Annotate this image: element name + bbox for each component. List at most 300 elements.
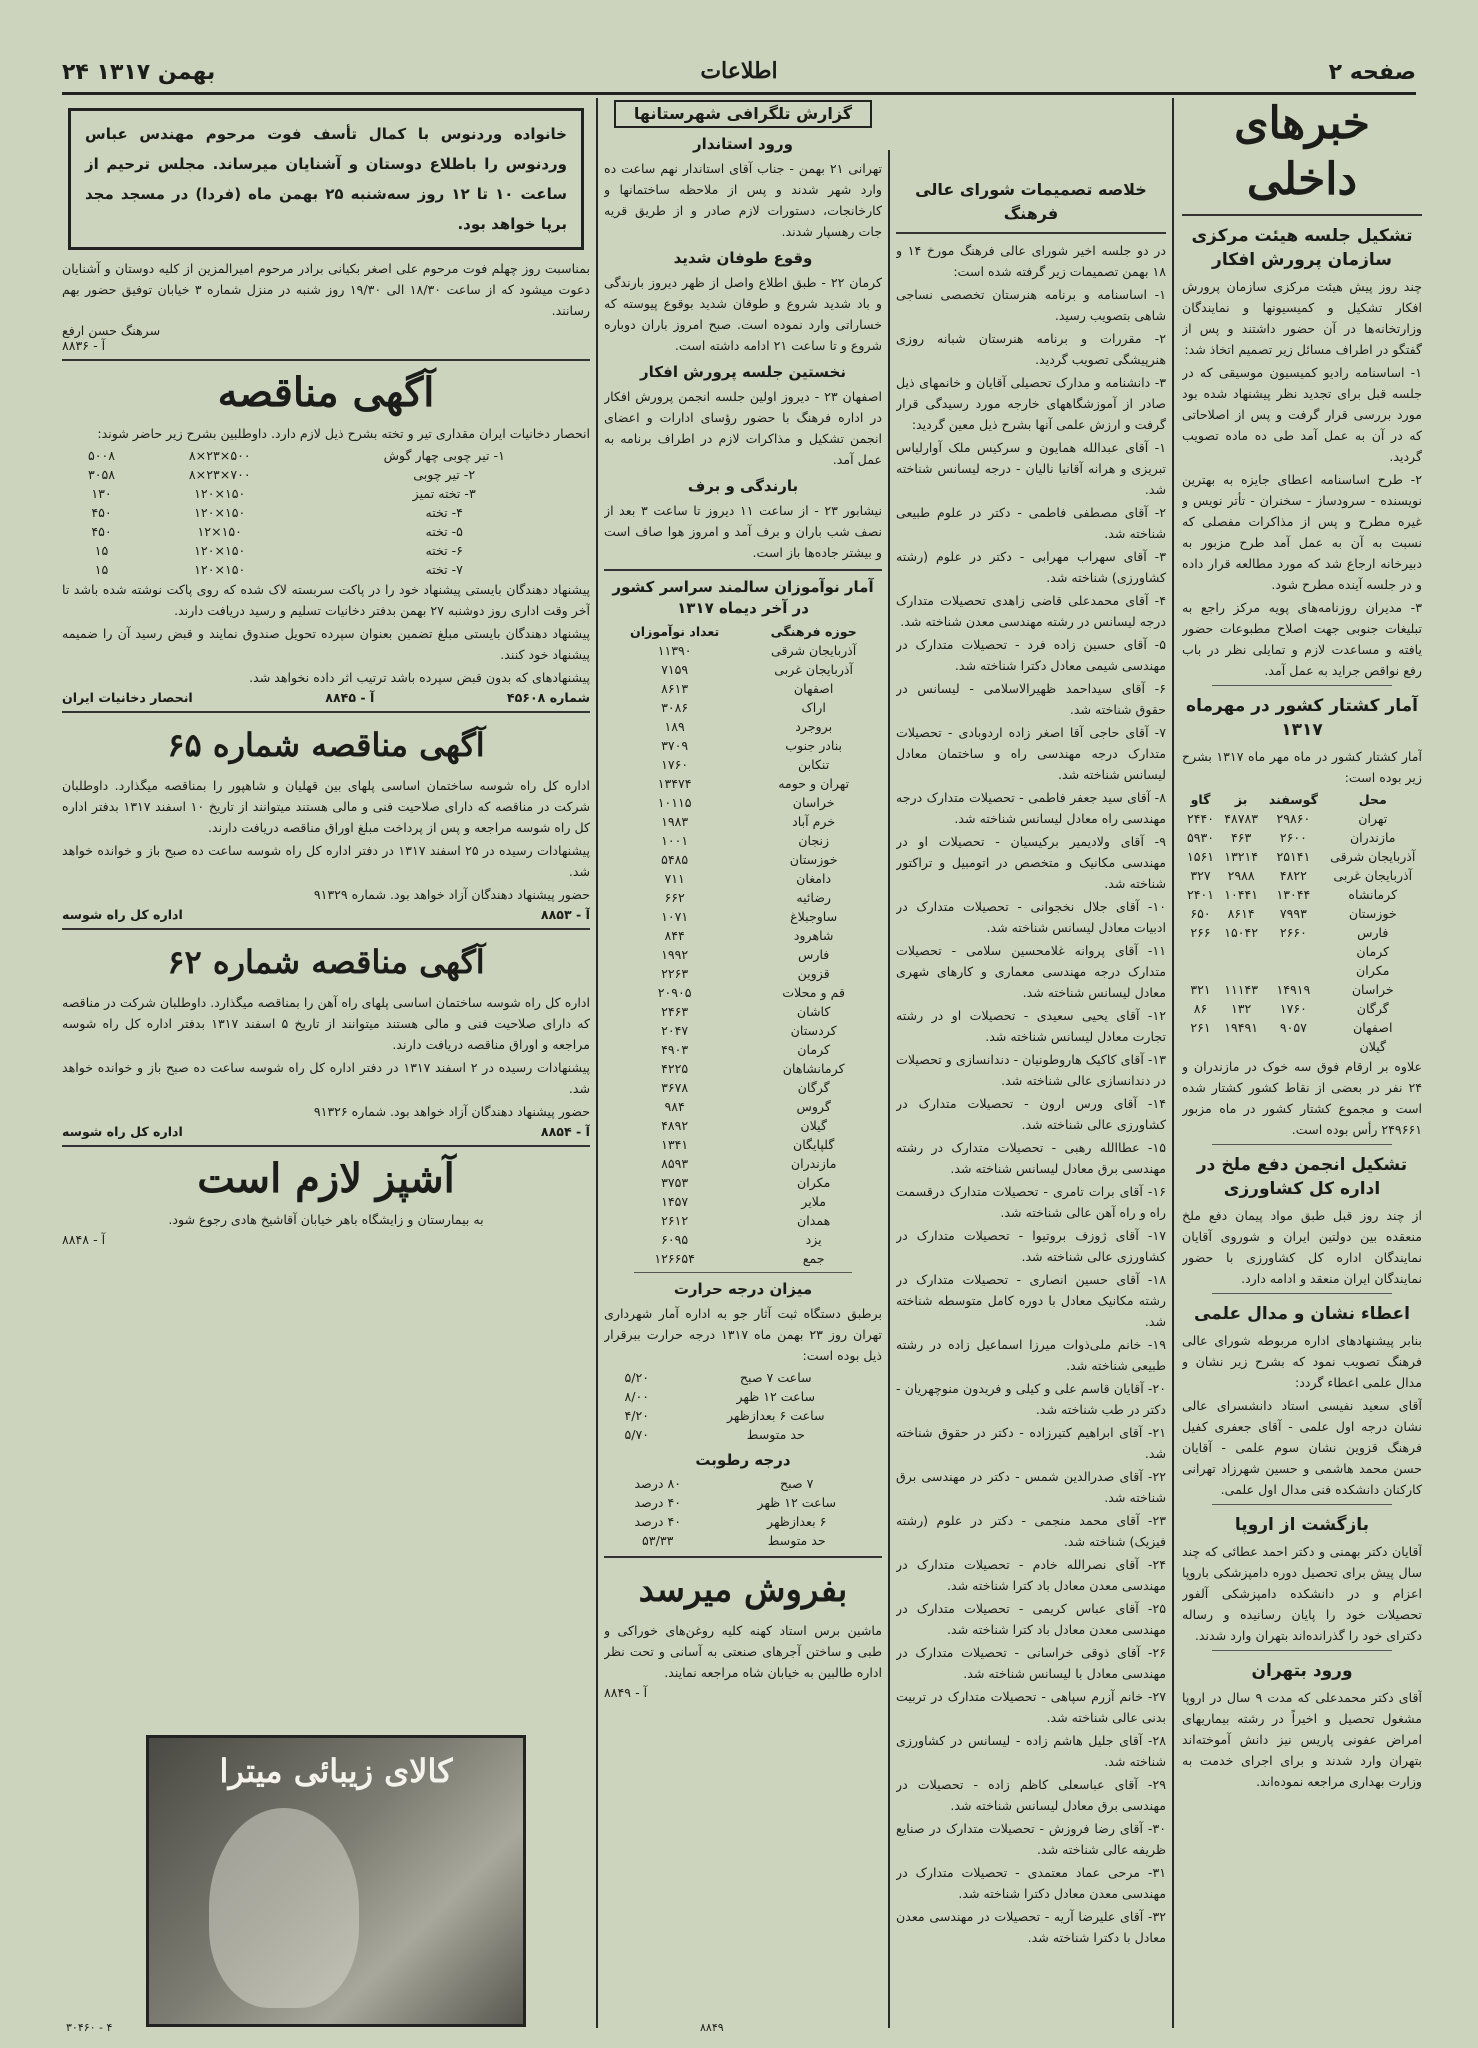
list-item: ۲۰- آقایان قاسم علی و کیلی و فریدون منوچهریان - دکتر در طب شناخته شد. [896,1381,1166,1417]
article-text: آمار کشتار کشور در ماه مهر ماه ۱۳۱۷ بشرح زیر بوده است: [1182,749,1422,785]
table-cell: قزوین [797,966,830,981]
table-cell: ۲۶۱۲ [661,1213,689,1228]
table-row [604,850,882,869]
table-cell: ۳۰۸۶ [661,700,689,715]
table-cell: حد متوسط [767,1533,826,1548]
table-row [604,1154,882,1173]
table-cell: ۵- تخته [425,524,463,539]
ad-headline: آگهی مناقصه [217,369,435,416]
table-row [604,888,882,907]
table-row [62,541,590,560]
article-text: آقای سعید نفیسی استاد دانشسرای عالی نشان درجه اول علمی - آقای جعفری کفیل فرهنگ قزوین نشان سوم علمی - آقایان حسن محمد هاشمی و حسین شهرزاد تهرانی کارکنان دانشکده فنی مدال اول علمی. [1182,1398,1422,1497]
table-cell: رضائیه [796,890,831,905]
table-cell: ۱۳۴۷۴ [657,776,692,791]
section-title: گزارش تلگرافی شهرستانها [614,100,872,128]
list-item: ۲۳- آقای محمد منجمی - دکتر در علوم (رشته فیزیک) شناخته شد. [896,1513,1166,1549]
article-headline: بازگشت از اروپا [1234,1515,1370,1535]
table-cell: ۲۶۶۰ [1279,925,1307,940]
table-cell: گروس [796,1099,831,1114]
table-cell: گرگان [1356,1001,1389,1016]
table-cell: ۲- تیر چوبی [413,467,476,482]
table-cell: ۱۷۶۰ [1279,1001,1307,1016]
table-row [604,907,882,926]
table-row [604,1512,882,1531]
table-cell: ۱۳۲ [1230,1001,1252,1016]
ad-text: پیشنهادهای که بدون قبض سپرده باشد ترتیب اثر داده نخواهد شد. [249,670,590,685]
table-cell: ۱۵۶۱ [1186,849,1215,864]
column-provinces [604,96,882,2026]
table-cell: ۱۰۷۱ [661,909,689,924]
table-cell: ۲۶۰۰ [1279,830,1307,845]
footer-code: ۸۸۴۹ [700,2021,724,2034]
table-cell: ۷۹۹۳ [1279,906,1307,921]
column-divider [1172,98,1174,2028]
table-cell: مازندران [1349,830,1396,845]
ad-text: پیشنهاد دهندگان بایستی مبلغ تضمین بعنوان سپرده تحویل صندوق نمایند و قبض رسید آن را ضمیمه پیشنهاد خود کنند. [62,626,590,662]
table-cell: کرمان [797,1042,831,1057]
ad-text: اداره کل راه شوسه ساختمان اساسی پلهای راه آهن را بمناقصه میگذارد. داوطلبان شرکت در مناقصه که دارای صلاحیت فنی و مالی هستند میتوانند از تاریخ ۵ اسفند ۱۳۱۷ بدفتر اداره کل راه شوسه مراجعه و اوراق مناقصه دریافت دارند. [62,995,590,1052]
table-cell: ۱۵۰×۱۲۰ [194,486,246,501]
header-rule [62,92,1416,95]
article-text: بنابر پیشنهادهای اداره مربوطه شورای عالی فرهنگ تصویب نمود که بشرح زیر نشان و مدال علمی اعطاء گردد: [1182,1333,1422,1390]
table-cell: ۹۰۵۷ [1279,1020,1307,1035]
table-cell: ۴۹۰۳ [661,1042,689,1057]
memorial-notice: بمناسبت روز چهلم فوت مرحوم علی اصغر بکیانی برادر مرحوم امیرالمزین از کلیه دوستان و آشنایان دعوت میشود که از ساعت ۱۸/۳۰ الی ۱۹/۳۰ روز شنبه در منزل شماره ۳ خیابان توفیق حضور بهم رسانند. [62,261,590,318]
table-cell: ۷- تخته [425,562,463,577]
table-cell: کردستان [790,1023,837,1038]
table-row [62,503,590,522]
table-cell: ۲۲۶۳ [661,966,689,981]
table-cell: ۷۰۰×۲۳×۸ [188,467,251,482]
list-item: ۱۷- آقای ژوزف بروتیوا - تحصیلات متدارک در کشاورزی عالی شناخته شد. [896,1228,1166,1264]
table-row [604,1116,882,1135]
table-cell: ساعت ۶ بعدازظهر [726,1408,825,1423]
list-item: ۲- آقای مصطفی فاطمی - دکتر در علوم طبیعی شناخته شد. [896,505,1166,541]
article-text: ۱- اساسنامه رادیو کمیسیون موسیقی که در جلسه قبل برای تجدید نظر پیشنهاد شده بود مورد بررسی قرار گرفت و پس از اصلاحاتی که در آن به عمل آمد طی ده ماده تصویب گردید. [1182,365,1422,464]
list-item: ۸- آقای سید جعفر فاطمی - تحصیلات متدارک درجه مهندسی راه معادل لیسانس شناخته شد. [896,790,1166,826]
table-cell: ۵۴۸۵ [661,852,689,867]
list-item: ۲۸- آقای جلیل هاشم زاده - لیسانس در کشاورزی شناخته شد. [896,1733,1166,1769]
list-item: ۱۵- عطاالله رهبی - تحصیلات متدارک در رشته مهندسی برق معادل لیسانس شناخته شد. [896,1140,1166,1176]
temperature-table [604,1368,882,1444]
table-cell: ۲۰۴۷ [661,1023,689,1038]
table-cell: ۳۲۷ [1190,868,1211,883]
table-cell: ۸۶۱۴ [1227,906,1255,921]
table-cell: ۱۵ [94,562,109,577]
table-cell: خوزستان [789,852,838,867]
table-cell: ۲۶۱ [1190,1020,1211,1035]
list-item: ۲۲- آقای صدرالدین شمس - دکتر در مهندسی برق شناخته شد. [896,1469,1166,1505]
table-cell: ۳۷۵۳ [661,1175,689,1190]
table-cell: اصفهان [793,681,834,696]
table-cell: ساعت ۱۲ ظهر [736,1389,816,1404]
article-headline: میزان درجه حرارت [673,1280,813,1298]
ad-text: انحصار دخانیات ایران مقداری تیر و تخته بشرح ذیل لازم دارد. داوطلبین بشرح زیر حاضر شوند: [97,426,590,441]
article-text: چند روز پیش هیئت مرکزی سازمان پرورش افکار تشکیل و کمیسیونها و نمایندگان وزارتخانه‌ها در آن حضور داشتند و پس از گفتگو در اطراف مسائل زیر تصمیم اتخاذ شد: [1182,279,1422,357]
table-row [604,1059,882,1078]
ad-text: اداره کل راه شوسه ساختمان اساسی پلهای بین قهلیان و شاهپور را بمناقصه میگذارد. داوطلبان شرکت در مناقصه که دارای صلاحیت فنی و مالی هستند میتوانند از تاریخ ۱۰ اسفند ۱۳۱۷ بدفتر اداره کل راه شوسه مراجعه و پس از پرداخت مبلغ اوراق مناقصه دریافت دارند. [62,778,590,835]
table-cell: ۲۴۰۱ [1186,887,1215,902]
table-cell: ۵۰۰×۲۳×۸ [188,448,251,463]
table-row [604,1211,882,1230]
section-title: خبرهای داخلی [1234,98,1370,205]
table-cell: ۴۶۳ [1230,830,1252,845]
table-cell: ۶ بعدازظهر [767,1514,827,1529]
list-item: ۷- آقای حاجی آقا اصغر زاده اردوبادی - تحصیلات متدارک درجه مهندسی راه و ساختمان معادل لیسانس شناخته شد. [896,725,1166,782]
list-item: ۳- دانشنامه و مدارک تحصیلی آقایان و خانمهای ذیل صادر از آموزشگاههای خارجه مورد رسیدگی قرار گرفت و ارزش علمی آنها بشرح ذیل معین گردید: [896,375,1166,432]
table-cell: کاشان [796,1004,831,1019]
table-cell: خوزستان [1348,906,1397,921]
table-cell: ۷۱۱ [664,871,685,886]
table-row [1182,1037,1422,1056]
table-cell: ۲۴۴۰ [1186,811,1215,826]
table-cell: ۱- تیر چوبی چهار گوش [383,448,505,463]
table-cell: ۲۵۱۴۱ [1276,849,1311,864]
table-cell: ۱۰۰۱ [661,833,689,848]
table-cell: آذربایجان غربی [1333,868,1413,883]
table-row [62,522,590,541]
table-cell: ۱۴۵۷ [661,1194,689,1209]
table-row [604,793,882,812]
table-row [604,1097,882,1116]
table-cell [1182,1037,1219,1056]
table-cell: ۵۰۰۸ [88,448,116,463]
table-row [62,560,590,579]
table-cell: ۱۵۰×۱۲ [197,524,242,539]
table-row [604,1192,882,1211]
notice-signature: سرهنگ حسن ارفع [62,323,161,338]
table-cell: ۱۳۰۴۴ [1276,887,1311,902]
table-cell: اصفهان [1353,1020,1393,1035]
list-item: ۹- آقای ولادیمیر برکیسیان - تحصیلات او در مهندسی مکانیک و متخصص در اتومبیل و تراکتور شناخته شد. [896,834,1166,891]
table-cell: ۴۰ درصد [634,1514,681,1529]
table-row [604,812,882,831]
table-row [604,1230,882,1249]
table-row [604,1493,882,1512]
footer-code: ۳۰۴۶۰ - ۴ [66,2021,113,2034]
table-cell [1263,1037,1323,1056]
table-cell: ۱۰۱۱۵ [657,795,692,810]
table-row [1182,847,1422,866]
list-item: ۳۱- مرحی عماد معتمدی - تحصیلات متدارک در مهندسی معدن معادل دکترا شناخته شد. [896,1865,1166,1901]
table-cell: ۶- تخته [425,543,463,558]
table-row [604,774,882,793]
table-cell: ۳۲۱ [1190,982,1211,997]
ad-code: آ - ۸۸۵۴ [540,1124,590,1139]
condolence-notice [68,108,584,250]
table-cell: ۷ صبح [780,1476,814,1491]
table-row [604,1173,882,1192]
table-cell: ۴۵۰ [91,524,112,539]
table-cell: تهران [1358,811,1388,826]
list-item: ۱۸- آقای حسین انصاری - تحصیلات متدارک در رشته مکانیک معادل با دوره کامل متوسطه شناخته شد. [896,1272,1166,1329]
table-row [604,945,882,964]
list-item: ۳۲- آقای علیرضا آریه - تحصیلات در مهندسی معدن معادل با دکترا شناخته شد. [896,1909,1166,1945]
table-row [62,484,590,503]
article-text: ۲- طرح اساسنامه اعطای جایزه به بهترین نویسنده - سرودساز - سخنران - تأتر نویس و غیره مطرح و پس از مذاکرات مفصلی که نسبت به آن به عمل آمد طرح مزبور به دبیرخانه ارجاع شد که مورد مطالعه قرار داده و در جلسه آینده مطرح شود. [1182,472,1422,592]
table-row [604,1021,882,1040]
list-item: ۱۱- آقای پروانه غلامحسین سلامی - تحصیلات متدارک درجه مهندسی معماری و کارهای شهری معادل لیسانس شناخته شد. [896,943,1166,1000]
column-culture-council [896,170,1166,2026]
table-cell: ۲۰۹۰۵ [657,985,692,1000]
table-cell: ۱۹۹۲ [661,947,689,962]
ad-signature: اداره کل راه شوسه [62,907,183,922]
table-cell: ۹۸۴ [664,1099,685,1114]
list-item: ۱۴- آقای ورس ارون - تحصیلات متدارک در کشاورزی عالی شناخته شد. [896,1096,1166,1132]
ad-text: پیشنهاد دهندگان بایستی پیشنهاد خود را در پاکت سربسته لاک شده که روی پاکت نوشته شده باشد تا آخر وقت اداری روز دوشنبه ۲۷ بهمن بدفتر دخانیات تسلیم و رسید دریافت دارند. [62,582,590,618]
table-row [604,869,882,888]
table-cell: یزد [805,1232,822,1247]
ad-text: پیشنهادات رسیده در ۲ اسفند ۱۳۱۷ در دفتر اداره کل راه شوسه ساعت ده صبح باز و خوانده خواهد شد. [62,1060,590,1096]
table-cell: ساعت ۷ صبح [739,1370,812,1385]
table-cell: ۱۷۶۰ [661,757,689,772]
table-row [1182,999,1422,1018]
table-row [1182,885,1422,904]
list-item: ۶- آقای سیداحمد ظهیرالاسلامی - لیسانس در حقوق شناخته شد. [896,681,1166,717]
notice-text: خانواده وردنوس با کمال تأسف فوت مرحوم مهندس عباس وردنوس را باطلاع دوستان و آشنایان میرساند. مجلس ترحیم از ساعت ۱۰ تا ۱۲ روز سه‌شنبه ۲۵ بهمن ماه (فردا) در مسجد مجد برپا خواهد بود. [85,125,568,233]
table-cell [1219,942,1263,961]
table-cell: ۸/۰۰ [624,1389,650,1404]
table-row [1182,961,1422,980]
page-header [62,54,1416,94]
table-cell: مکران [796,1175,831,1190]
adult-learners-table [604,622,882,1268]
table-cell: ۵/۷۰ [624,1427,650,1442]
table-cell: ۱۳۲۱۴ [1224,849,1259,864]
column-divider [596,98,598,2028]
table-cell: تنکابن [798,757,830,772]
table-cell: ساوجبلاغ [790,909,838,924]
table-cell: حد متوسط [746,1427,805,1442]
table-cell: ۴- تخته [425,505,463,520]
table-cell: ۱۳۰ [91,486,112,501]
article-text: تهرانی ۲۱ بهمن - جناب آقای استاندار نهم ساعت ده وارد شهر شدند و پس از ملاحظه ساختمانها و کارخانجات، دستورات لازم صادر و از طریق قریه جات رهسپار شدند. [604,161,882,239]
table-cell: ۳۶۷۸ [661,1080,689,1095]
article-text: در دو جلسه اخیر شورای عالی فرهنگ مورخ ۱۴ و ۱۸ بهمن تصمیمات زیر گرفته شده است: [896,243,1166,279]
table-cell: فارس [798,947,830,962]
table-cell: ۴۸۷۸۳ [1224,811,1259,826]
table-cell: ۱۹۸۳ [661,814,689,829]
slaughter-stats-table [1182,790,1422,1056]
article-headline: ورود استاندار [693,135,793,153]
tender-items-table [62,446,590,579]
table-cell: ۶۶۲ [664,890,685,905]
table-row [1182,904,1422,923]
table-cell: ۱۰۴۴۱ [1224,887,1259,902]
table-cell: ۸۰ درصد [634,1476,681,1491]
table-cell: ۳۷۰۹ [661,738,689,753]
ad-code: آ - ۸۸۵۳ [540,907,590,922]
table-cell: ۲۶۶ [1190,925,1211,940]
article-text: برطبق دستگاه ثبت آثار جو به اداره آمار شهرداری تهران روز ۲۳ بهمن ماه ۱۳۱۷ درجه حرارت ببرقرار ذیل بوده است: [604,1306,882,1363]
ad-headline: آگهی مناقصه شماره ۶۲ [167,943,485,981]
issue-date: ۲۴ بهمن ۱۳۱۷ [62,60,216,85]
article-headline: آمار کشتار کشور در مهرماه ۱۳۱۷ [1186,696,1418,740]
table-cell: ساعت ۱۲ ظهر [757,1495,836,1510]
table-cell: مکران [1356,963,1390,978]
table-row [604,1531,882,1550]
list-item: ۱۶- آقای برات تامری - تحصیلات متدارک درقسمت راه و راه آهن عالی شناخته شد. [896,1184,1166,1220]
table-row [604,679,882,698]
table-cell: کرمان [1356,944,1390,959]
table-cell: ۱۵۰×۱۲۰ [194,543,246,558]
table-cell: ۵۹۳۰ [1186,830,1215,845]
list-item: ۱- آقای عبدالله همایون و سرکیس ملک آوارلیاس تبریزی و هرانه آقانیا نالیان - درجه لیسانس شناخته شد. [896,440,1166,497]
table-cell: ۱۹۴۹۱ [1224,1020,1259,1035]
article-text: آقایان دکتر بهمنی و دکتر احمد عطائی که چند سال پیش برای تحصیل دوره دامپزشکی باروپا اعزام و در دانشکده دامپزشکی آلفور تحصیلات خود را پایان رسانیده و رساله دکترای خود را گذرانده‌اند بتهران وارد شدند. [1182,1544,1422,1643]
table-row [1182,923,1422,942]
table-cell: خراسان [792,795,835,810]
list-item: ۲۷- خانم آزرم سپاهی - تحصیلات متدارک در تربیت بدنی عالی شناخته شد. [896,1689,1166,1725]
table-cell: ۲۹۸۶۰ [1276,811,1311,826]
article-text: از چند روز قبل طبق مواد پیمان دفع ملخ منعقده بین دولتین ایران و شوروی آقایان نمایندگان اداره کل کشاورزی با حضور نمایندگان ایران منعقد و ادامه دارد. [1182,1208,1422,1286]
article-headline: ورود بتهران [1251,1661,1353,1681]
list-item: ۱۲- آقای یحیی سعیدی - تحصیلات او در رشته تجارت معادل لیسانس شناخته شد. [896,1008,1166,1044]
ad-code: آ - ۸۸۴۸ [62,1232,106,1247]
table-cell: فارس [1357,925,1389,940]
table-cell: خرم آباد [792,814,836,829]
table-row [1182,809,1422,828]
table-cell: ملایر [801,1194,827,1209]
list-item: ۵- آقای حسین زاده فرد - تحصیلات متدارک در مهندسی شیمی معادل دکترا شناخته شد. [896,637,1166,673]
table-cell: ۱۵۰×۱۲۰ [194,562,246,577]
table-cell: ۳۰۵۸ [88,467,116,482]
table-cell: ۱۴۹۱۹ [1276,982,1311,997]
column-divider [888,150,890,2028]
table-row [604,717,882,736]
article-headline: وقوع طوفان شدید [673,249,813,267]
list-item: ۱۹- خانم ملی‌ذوات میرزا اسماعیل زاده در رشته طبیعی شناخته شد. [896,1337,1166,1373]
woman-illustration-icon [209,1808,359,2008]
ad-headline: آشپز لازم است [197,1155,455,1202]
article-text: ۳- مدیران روزنامه‌های پویه مرکز راجع به تبلیغات جنوبی جهت اصلاح مطبوعات حضور یافته و مساعدت لازم و تمایلی نظر در باب رفع نواقص جراید به عمل آمد. [1182,600,1422,678]
table-row [604,1425,882,1444]
table-row [604,1078,882,1097]
article-text: آقای دکتر محمدعلی که مدت ۹ سال در اروپا مشغول تحصیل و اخیراً در رشته بیماریهای امراض عفونی پاریس نیز دانش آموخته‌اند بتهران وارد شدند و برای اجرای خدمت به وزارت بهداری مراجعه نموده‌اند. [1182,1690,1422,1789]
article-headline: نخستین جلسه پرورش افکار [640,363,846,381]
table-cell: ۱۲۶۶۵۴ [654,1251,695,1266]
article-headline: آمار نوآموزان سالمند سراسر کشور در آخر دیماه ۱۳۱۷ [612,578,874,617]
article-text: اصفهان ۲۳ - دیروز اولین جلسه انجمن پرورش افکار در اداره فرهنگ با حضور رؤسای ادارات و اعضای انجمن تشکیل و مذاکرات لازم در اطراف برنامه به عمل آمد. [604,389,882,467]
humidity-table [604,1474,882,1550]
ad-headline: کالای زیبائی میترا [219,1752,453,1790]
table-cell: ۲۹۸۸ [1227,868,1255,883]
article-headline: درجه رطوبت [695,1451,791,1469]
ad-text: حضور پیشنهاد دهندگان آزاد خواهد بود. شماره ۹۱۳۲۶ [313,1104,590,1119]
article-headline: تشکیل جلسه هیئت مرکزی سازمان پرورش افکار [1191,226,1413,270]
list-item: ۲۹- آقای عباسعلی کاظم زاده - تحصیلات در مهندسی برق معادل لیسانس شناخته شد. [896,1777,1166,1813]
table-cell: ۸۶۱۳ [661,681,689,696]
table-cell: زنجان [798,833,830,848]
table-row [604,698,882,717]
table-cell: ۱۱۱۴۳ [1224,982,1259,997]
table-row [604,1002,882,1021]
table-cell [1219,961,1263,980]
table-cell: ۴۲۲۵ [661,1061,689,1076]
table-cell: ۵۳/۳۳ [642,1533,674,1548]
newspaper-name: اطلاعات [700,58,778,84]
table-cell: خراسان [1351,982,1394,997]
table-cell: ۸۴۴ [664,928,685,943]
table-row [1182,828,1422,847]
article-text: علاوه بر ارقام فوق سه خوک در مازندران و ۲۴ نفر در بعضی از نقاط کشور کشتار شده است و مجموع کشتار کشور در ماه مزبور ۲۴۹۶۶۱ رأس بوده است. [1182,1059,1422,1137]
table-cell: آذربایجان شرقی [1330,849,1416,864]
table-row [62,465,590,484]
ad-headline: آگهی مناقصه شماره ۶۵ [167,726,485,764]
table-cell: ۱۵ [94,543,109,558]
table-cell: ۴۰ درصد [634,1495,681,1510]
list-item: ۲۵- آقای عباس کریمی - تحصیلات متدارک در مهندسی معدن معادل باد کترا شناخته شد. [896,1601,1166,1637]
table-cell: ۶۵۰ [1190,906,1211,921]
table-cell: کرمانشاهان [782,1061,845,1076]
ad-text: ماشین برس استاد کهنه کلیه روغن‌های خوراکی و طبی و ساختن آجرهای صنعتی به آسانی و تحت نظر اداره طالبین به خیابان شاه مراجعه نمایند. [604,1623,882,1680]
table-row [604,736,882,755]
article-text: نیشابور ۲۳ - از ساعت ۱۱ دیروز تا ساعت ۳ بعد از نصف شب باران و برف آمد و امروز هوا صاف است و بیشتر جاده‌ها باز است. [604,503,882,560]
page-number: صفحه ۲ [1328,60,1416,85]
table-row [604,1387,882,1406]
ad-signature: انحصار دخانیات ایران [62,690,193,705]
table-cell: ۱۳۴۱ [661,1137,689,1152]
table-cell: گیلان [1359,1039,1387,1054]
ad-text: حضور پیشنهاد دهندگان آزاد خواهد بود. شماره ۹۱۳۲۹ [313,887,590,902]
list-item: ۱- اساسنامه و برنامه هنرستان تخصصی نساجی شاهی بتصویب رسید. [896,287,1166,323]
table-cell: شاهرود [793,928,834,943]
table-cell: آذربایجان غربی [774,662,854,677]
table-row [604,660,882,679]
article-headline: تشکیل انجمن دفع ملخ در اداره کل کشاورزی [1196,1155,1408,1199]
ad-text: پیشنهادات رسیده در ۲۵ اسفند ۱۳۱۷ در دفتر اداره کل راه شوسه ساعت ده صبح باز و خوانده خواهد شد. [62,843,590,879]
table-cell: ۱۸۹ [664,719,685,734]
article-headline: بارندگی و برف [687,477,799,495]
table-cell: گیلان [800,1118,827,1133]
list-item: ۲۱- آقای ابراهیم کتیرزاده - دکتر در حقوق شناخته شد. [896,1425,1166,1461]
table-row [604,926,882,945]
article-headline: اعطاء نشان و مدال علمی [1194,1304,1410,1324]
ad-text: به بیمارستان و زایشگاه باهر خیابان آقاشیخ هادی رجوع شود. [168,1212,484,1227]
ad-code: آ - ۸۸۳۶ [62,338,106,353]
table-cell: مازندران [790,1156,837,1171]
table-cell: ۴۸۹۲ [661,1118,689,1133]
table-cell: ۲۴۶۳ [661,1004,689,1019]
table-cell: ۷۱۵۹ [661,662,689,677]
table-row [604,1368,882,1387]
table-cell: ۳- تخته تمیز [412,486,476,501]
list-item: ۲۴- آقای نصرالله خادم - تحصیلات متدارک در مهندسی معدن معادل باد کترا شناخته شد. [896,1557,1166,1593]
table-cell: تهران و حومه [778,776,850,791]
table-cell: جمع [802,1251,825,1266]
table-cell: گرگان [797,1080,830,1095]
table-cell: ۴۸۲۲ [1279,868,1307,883]
table-cell: ۱۵۰۴۲ [1224,925,1259,940]
table-row [62,446,590,465]
table-row [1182,980,1422,999]
cosmetics-advertisement [146,1735,526,2027]
ad-code: آ - ۸۸۴۵ [325,690,375,705]
table-cell [1219,1037,1263,1056]
table-cell: ۸۶ [1193,1001,1208,1016]
table-cell: ۱۵۰×۱۲۰ [194,505,246,520]
table-row [1182,942,1422,961]
table-cell: بروجرد [795,719,833,734]
article-text: کرمان ۲۲ - طبق اطلاع واصل از ظهر دیروز بارندگی و باد شدید شروع و طوفان شدید بوقوع پیوسته که خساراتی وارد نموده است. صبح امروز باران دوباره شروع و تا ساعت ۲۱ ادامه داشته است. [604,275,882,353]
table-row [604,755,882,774]
table-row [604,1135,882,1154]
list-item: ۳۰- آقای رضا فروزش - تحصیلات متدارک در صنایع ظریفه عالی شناخته شد. [896,1821,1166,1857]
table-row [604,1406,882,1425]
table-cell [1263,942,1323,961]
ad-headline: بفروش میرسد [638,1570,848,1610]
list-item: ۲۶- آقای ذوقی خراسانی - تحصیلات متدارک در مهندسی معادل با لیسانس شناخته شد. [896,1645,1166,1681]
